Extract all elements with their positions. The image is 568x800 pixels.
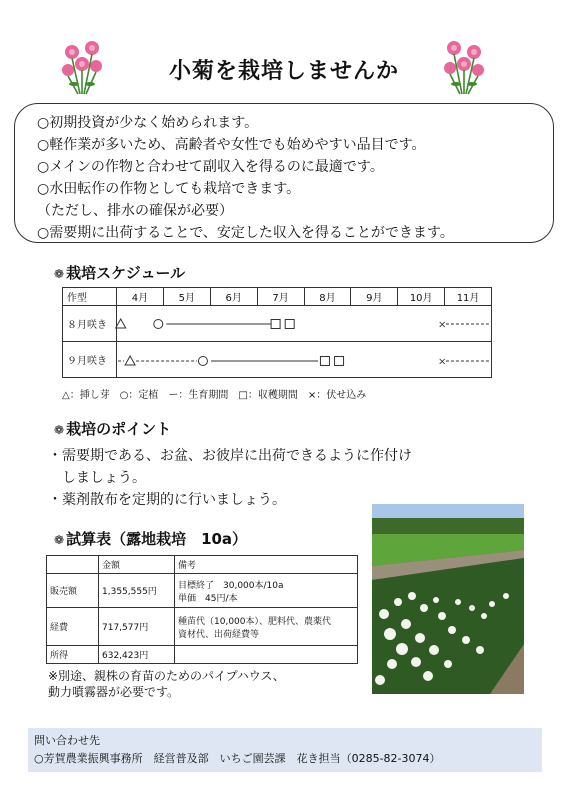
schedule-header-cell: 作型 (63, 288, 117, 306)
points-heading: ❁ 栽培のポイント (54, 420, 172, 438)
month-cell: 10月 (398, 288, 445, 306)
intro-box (14, 103, 554, 243)
schedule-row-label: ８月咲き (63, 306, 117, 342)
flower-bullet-icon: ❁ (54, 267, 65, 281)
month-cell: 5月 (163, 288, 210, 306)
schedule-heading: ❁ 栽培スケジュール (54, 264, 186, 282)
cost-row-label: 販売額 (47, 574, 99, 608)
cost-note: 種苗代（10,000本）、肥料代、農薬代 資材代、出荷経費等 (175, 608, 358, 646)
schedule-row (63, 342, 492, 378)
schedule-table (62, 287, 492, 378)
cost-header-row (47, 556, 358, 574)
cost-row (47, 608, 358, 646)
contact-body: ○芳賀農業振興事務所 経営普及部 いちご園芸課 花き担当（0285-82-3074） (34, 752, 441, 765)
cost-row-label: 経費 (47, 608, 99, 646)
intro-line: （ただし、排水の確保が必要） (37, 203, 233, 219)
contact-box (28, 728, 542, 772)
schedule-header-row (63, 288, 492, 306)
flower-bullet-icon: ❁ (54, 533, 65, 547)
cost-note-text: ※別途、親株の育苗のためのパイプハウス、 動力噴霧器が必要です。 (48, 669, 285, 699)
schedule-timeline-cell (117, 342, 492, 378)
cost-amount: 1,355,555円 (99, 574, 175, 608)
points-list (48, 445, 412, 511)
page-title: 小菊を栽培しませんか (168, 59, 399, 84)
cost-heading: ❁ 試算表（露地栽培 10a） (54, 530, 248, 548)
flower-bullet-icon: ❁ (54, 423, 65, 437)
cost-row-label: 所得 (47, 646, 99, 664)
cost-amount: 717,577円 (99, 608, 175, 646)
month-cell: 11月 (445, 288, 492, 306)
contact-heading: 問い合わせ先 (34, 734, 100, 747)
intro-line: ○需要期に出荷することで、安定した収入を得ることができます。 (37, 225, 454, 241)
month-cell: 8月 (304, 288, 351, 306)
points-line: ・薬剤散布を定期的に行いましょう。 (48, 492, 286, 508)
cost-amount: 632,423円 (99, 646, 175, 664)
points-line: ・需要期である、お盆、お彼岸に出荷できるように作付け (48, 448, 412, 464)
month-cell: 9月 (351, 288, 398, 306)
cutback-x-mark: × (437, 356, 447, 368)
intro-line: ○初期投資が少なく始められます。 (37, 115, 259, 131)
title-row (0, 38, 568, 102)
month-cell: 4月 (117, 288, 164, 306)
cost-header-cell (47, 556, 99, 574)
cutback-x-mark: × (437, 319, 447, 331)
month-cell: 7月 (257, 288, 304, 306)
schedule-row (63, 306, 492, 342)
intro-line: ○水田転作の作物としても栽培できます。 (37, 181, 301, 197)
cost-header-cell: 金額 (99, 556, 175, 574)
flower-icon (438, 38, 488, 98)
cost-table (46, 555, 358, 664)
schedule-timeline-cell (117, 306, 492, 342)
schedule-legend: △：挿し芽 ○：定植 ー：生育期間 □：収穫期間 ×：伏せ込み (62, 390, 367, 401)
cost-note (175, 646, 358, 664)
cost-row (47, 574, 358, 608)
month-cell: 6月 (210, 288, 257, 306)
schedule-row-label: ９月咲き (63, 342, 117, 378)
intro-line: ○メインの作物と合わせて副収入を得るのに最適です。 (37, 159, 384, 175)
cost-header-cell: 備考 (175, 556, 358, 574)
chrysanthemum-field-photo (372, 504, 524, 694)
points-line: しましょう。 (48, 470, 146, 486)
cost-note: 目標終了 30,000本/10a 単価 45円/本 (175, 574, 358, 608)
intro-line: ○軽作業が多いため、高齢者や女性でも始めやすい品目です。 (37, 137, 426, 153)
cost-row (47, 646, 358, 664)
